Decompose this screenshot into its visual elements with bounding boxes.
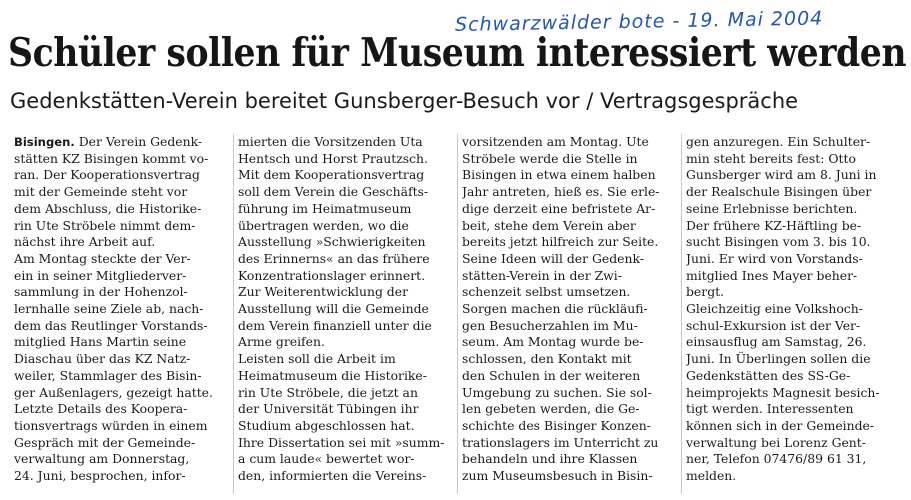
column-line: den, informierten die Vereins- — [238, 468, 427, 484]
column-line: Studium abgeschlossen hat. — [238, 417, 415, 433]
column-line: Ausstellung will die Gemeinde — [238, 301, 429, 317]
column-line: ein in seiner Mitgliederver- — [14, 267, 187, 283]
column-line: tionsvertrags würden in einem — [14, 417, 208, 433]
column-line: schichte des Bisinger Konzen- — [462, 417, 651, 433]
column-line: behandeln und ihre Klassen — [462, 451, 638, 467]
column-line: mit der Gemeinde steht vor — [14, 184, 188, 200]
column-line: Gunsberger wird am 8. Juni in — [686, 167, 877, 183]
column-line: Sorgen machen die rückläufi- — [462, 301, 648, 317]
article-subheadline: Gedenkstätten-Verein bereitet Gunsberger-Besuch vor / Vertragsgespräche — [10, 89, 799, 113]
column-line: seine Erlebnisse berichten. — [686, 200, 858, 216]
column-line: bergt. — [686, 284, 725, 300]
column-line: mitglied Ines Mayer beher- — [686, 267, 858, 283]
column-line: Letzte Details des Kooperа- — [14, 401, 188, 417]
column-line: weiler, Stammlager des Bisin- — [14, 367, 202, 383]
article-column-4 — [686, 134, 904, 485]
column-line: sammlung in der Hohenzol- — [14, 284, 188, 300]
column-line: Juni. In Überlingen sollen die — [686, 351, 871, 367]
column-line: Zur Weiterentwicklung der — [238, 284, 408, 300]
column-line-text: Der Verein Gedenk- — [74, 134, 203, 149]
column-line: Seine Ideen will der Gedenk- — [462, 250, 644, 266]
column-line: Juni. Er wird von Vorstands- — [686, 250, 863, 266]
column-line: heimprojekts Magnesit besich- — [686, 384, 880, 400]
column-line: rin Ute Ströbele, die jetzt an — [238, 384, 418, 400]
column-line: sucht Bisingen vom 3. bis 10. — [686, 234, 871, 250]
column-line: schenzeit selbst umsetzen. — [462, 284, 631, 300]
column-line: Mit dem Kooperationsvertrag — [238, 167, 425, 183]
column-line: nächst ihre Arbeit auf. — [14, 234, 156, 250]
column-line: Leisten soll die Arbeit im — [238, 351, 396, 367]
column-line: zum Museumsbesuch in Bisin- — [462, 468, 653, 484]
column-line: mierten die Vorsitzenden Uta — [238, 134, 423, 149]
article-body — [0, 134, 911, 500]
column-line: Bisingen in etwa einem halben — [462, 167, 656, 183]
column-line: mitglied Hans Martin seine — [14, 334, 187, 350]
column-line: stätten KZ Bisingen kommt vo- — [14, 150, 209, 166]
column-line: Ströbele werde die Stelle in — [462, 150, 638, 166]
column-line: dige derzeit eine befristete Ar- — [462, 200, 656, 216]
column-divider — [681, 134, 682, 494]
article-column-1 — [14, 134, 230, 485]
column-line: Hentsch und Horst Prautzsch. — [238, 150, 428, 166]
column-line: a cum laude« bewertet wor- — [238, 451, 415, 467]
column-line: Der frühere KZ-Häftling be- — [686, 217, 862, 233]
column-line: vorsitzenden am Montag. Ute — [462, 134, 649, 149]
column-line: Ausstellung »Schwierigkeiten — [238, 234, 426, 250]
column-line: der Universität Tübingen ihr — [238, 401, 419, 417]
column-line: Konzentrationslager erinnert. — [238, 267, 426, 283]
column-line: gen anzuregen. Ein Schulter- — [686, 134, 871, 149]
column-line: seum. Am Montag wurde be- — [462, 334, 644, 350]
column-line: verwaltung am Donnerstag, — [14, 451, 190, 467]
column-line: Ihre Dissertation sei mit »summ- — [238, 434, 445, 450]
column-line: ner, Telefon 07476/89 61 31, — [686, 451, 867, 467]
article-column-2 — [238, 134, 454, 485]
column-line: 24. Juni, besprochen, infor- — [14, 468, 186, 484]
column-line: gen Besucherzahlen im Mu- — [462, 317, 638, 333]
column-line: Gedenkstätten des SS-Ge- — [686, 367, 851, 383]
column-line: Heimatmuseum die Historike- — [238, 367, 427, 383]
column-line: trationslagers im Unterricht zu — [462, 434, 659, 450]
column-line: können sich in der Gemeinde- — [686, 417, 875, 433]
column-divider — [457, 134, 458, 494]
column-line: schlossen, den Kontakt mit — [462, 351, 632, 367]
column-line — [14, 134, 230, 151]
column-line: dem Abschluss, die Historike- — [14, 200, 202, 216]
column-line: des Erinnerns« an das frühere — [238, 250, 430, 266]
column-divider — [233, 134, 234, 494]
column-line: dem Verein finanziell unter die — [238, 317, 432, 333]
column-line: dem das Reutlinger Vorstands- — [14, 317, 208, 333]
column-line: Gleichzeitig eine Volkshoch- — [686, 301, 863, 317]
column-line: bereits jetzt hilfreich zur Seite. — [462, 234, 659, 250]
column-line: tigt werden. Interessenten — [686, 401, 854, 417]
column-line: führung im Heimatmuseum — [238, 200, 412, 216]
column-line: ger Außenlagers, gezeigt hatte. — [14, 384, 213, 400]
column-line: der Realschule Bisingen über — [686, 184, 872, 200]
column-line: schul-Exkursion ist der Ver- — [686, 317, 861, 333]
column-line: Am Montag steckte der Ver- — [14, 250, 191, 266]
handwritten-source-note: Schwarzwälder bote - 19. Mai 2004 — [454, 7, 824, 36]
column-line: verwaltung bei Lorenz Gent- — [686, 434, 866, 450]
column-line: Umgebung zu suchen. Sie sol- — [462, 384, 652, 400]
column-line: übertragen werden, wo die — [238, 217, 409, 233]
column-line: rin Ute Ströbele nimmt dem- — [14, 217, 196, 233]
column-line: Arme greifen. — [238, 334, 325, 350]
column-line: ran. Der Kooperationsvertrag — [14, 167, 200, 183]
column-line: min steht bereits fest: Otto — [686, 150, 856, 166]
column-line: Diaschau über das KZ Natz- — [14, 351, 191, 367]
column-line: melden. — [686, 468, 737, 484]
column-line: lernhalle seine Ziele ab, nach- — [14, 301, 204, 317]
column-line: beit, stehe dem Verein aber — [462, 217, 636, 233]
article-column-3 — [462, 134, 678, 485]
column-line: len gebeten werden, die Ge- — [462, 401, 640, 417]
article-headline: Schüler sollen für Museum interessiert werden — [8, 30, 907, 76]
column-line: einsausflug am Samstag, 26. — [686, 334, 867, 350]
column-line: den Schulen in der weiteren — [462, 367, 641, 383]
column-line: soll dem Verein die Geschäfts- — [238, 184, 429, 200]
column-line: Gespräch mit der Gemeinde- — [14, 434, 196, 450]
dateline: Bisingen. — [14, 135, 75, 149]
column-line: stätten-Verein in der Zwi- — [462, 267, 622, 283]
column-line: Jahr antreten, hieß es. Sie erle- — [462, 184, 660, 200]
